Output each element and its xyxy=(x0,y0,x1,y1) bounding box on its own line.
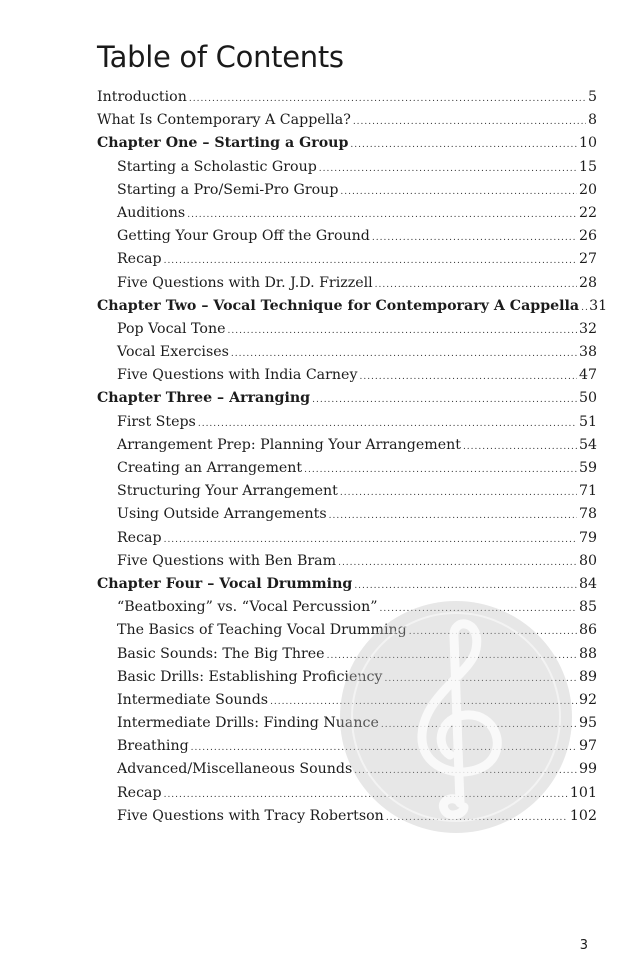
toc-entry xyxy=(97,712,597,735)
toc-entry-title: Chapter Four – Vocal Drumming xyxy=(97,575,353,592)
toc-entry xyxy=(97,619,597,642)
toc-entry-page-number: 10 xyxy=(578,135,597,152)
toc-entry-title: Recap xyxy=(117,784,162,801)
dot-leader xyxy=(198,413,577,436)
dot-leader xyxy=(381,714,577,737)
toc-entry-page-number: 99 xyxy=(578,761,597,778)
toc-entry-title: Recap xyxy=(117,251,162,268)
toc-chapter-entry xyxy=(97,573,597,596)
dot-leader xyxy=(379,598,576,621)
toc-entry xyxy=(97,434,597,457)
toc-entry xyxy=(97,782,597,805)
dot-leader xyxy=(164,529,577,552)
toc-entry xyxy=(97,364,597,387)
toc-entry-page-number: 32 xyxy=(578,320,597,337)
dot-leader xyxy=(327,645,577,668)
dot-leader xyxy=(354,575,577,598)
toc-entry-page-number: 54 xyxy=(578,436,597,453)
dot-leader xyxy=(375,274,577,297)
toc-entry-page-number: 20 xyxy=(578,181,597,198)
toc-entry-page-number: 85 xyxy=(578,599,597,616)
toc-entry-title: Basic Drills: Establishing Proficiency xyxy=(117,668,383,685)
toc-entry-page-number: 95 xyxy=(578,715,597,732)
toc-entry xyxy=(97,666,597,689)
dot-leader xyxy=(372,227,577,250)
toc-entry xyxy=(97,318,597,341)
dot-leader xyxy=(304,459,577,482)
toc-entry-page-number: 59 xyxy=(578,460,597,476)
toc-entry-title: Five Questions with Dr. J.D. Frizzell xyxy=(117,274,373,291)
toc-chapter-entry xyxy=(97,295,608,318)
toc-entry-title: Chapter Three – Arranging xyxy=(97,390,311,407)
toc-entry xyxy=(97,550,597,573)
toc-entry-title: Pop Vocal Tone xyxy=(117,320,226,337)
toc-entry-page-number: 26 xyxy=(578,228,597,245)
toc-entry-page-number: 28 xyxy=(578,274,597,291)
dot-leader xyxy=(231,343,577,366)
toc-entry-title: Five Questions with Tracy Robertson xyxy=(117,807,384,824)
dot-leader xyxy=(353,111,586,134)
toc-entry-page-number: 22 xyxy=(578,204,597,221)
toc-entry-page-number: 27 xyxy=(578,251,597,268)
dot-leader xyxy=(164,784,568,807)
dot-leader xyxy=(354,760,577,783)
dot-leader xyxy=(329,505,577,528)
toc-entry-page-number: 8 xyxy=(587,112,597,129)
toc-entry-page-number: 51 xyxy=(578,413,597,430)
toc-entry xyxy=(97,202,597,225)
toc-entry-title: Chapter Two – Vocal Technique for Contemporary A Cappella xyxy=(97,297,580,314)
toc-entry-title: Advanced/Miscellaneous Sounds xyxy=(117,761,353,778)
toc-entry xyxy=(97,735,597,758)
dot-leader xyxy=(187,204,577,227)
toc-entry-title: Breathing xyxy=(117,738,189,755)
toc-entry-title: Starting a Pro/Semi-Pro Group xyxy=(117,181,339,198)
dot-leader xyxy=(340,482,577,505)
toc-entry-title: Basic Sounds: The Big Three xyxy=(117,645,325,662)
table-of-contents xyxy=(97,86,608,828)
dot-leader xyxy=(463,436,577,459)
toc-entry xyxy=(97,272,597,295)
toc-entry-page-number: 97 xyxy=(578,738,597,755)
toc-entry-page-number: 50 xyxy=(578,390,597,407)
toc-entry-title: Five Questions with India Carney xyxy=(117,367,358,384)
toc-entry-page-number: 78 xyxy=(578,506,597,523)
dot-leader xyxy=(384,668,576,691)
toc-entry-title: Five Questions with Ben Bram xyxy=(117,552,337,569)
toc-chapter-entry xyxy=(97,132,597,155)
toc-entry-page-number: 101 xyxy=(569,784,597,801)
dot-leader xyxy=(350,134,577,157)
toc-entry-title: What Is Contemporary A Cappella? xyxy=(97,112,351,129)
toc-entry-title: Arrangement Prep: Planning Your Arrangement xyxy=(117,436,461,453)
toc-entry-title: Auditions xyxy=(117,204,186,221)
toc-entry xyxy=(97,643,597,666)
toc-entry-title: The Basics of Teaching Vocal Drumming xyxy=(117,622,407,639)
toc-entry-page-number: 31 xyxy=(589,297,608,314)
toc-entry xyxy=(97,248,597,271)
dot-leader xyxy=(338,552,577,575)
toc-entry xyxy=(97,503,597,526)
toc-chapter-entry xyxy=(97,387,597,410)
toc-entry-page-number: 5 xyxy=(587,89,597,105)
toc-entry-title: Intermediate Sounds xyxy=(117,691,269,708)
toc-entry xyxy=(97,480,597,503)
toc-entry-page-number: 79 xyxy=(578,529,597,546)
toc-entry xyxy=(97,86,597,109)
toc-entry-page-number: 88 xyxy=(578,645,597,662)
dot-leader xyxy=(340,181,577,204)
toc-entry-page-number: 47 xyxy=(578,367,597,384)
toc-entry-page-number: 84 xyxy=(578,575,597,592)
dot-leader xyxy=(312,389,577,412)
toc-entry xyxy=(97,179,597,202)
toc-entry-page-number: 71 xyxy=(578,483,597,500)
page-title: Table of Contents xyxy=(97,40,344,74)
toc-entry-page-number: 80 xyxy=(578,552,597,569)
toc-entry-page-number: 89 xyxy=(578,668,597,685)
toc-entry-page-number: 92 xyxy=(578,691,597,708)
toc-entry-title: “Beatboxing” vs. “Vocal Percussion” xyxy=(117,599,378,616)
toc-entry-title: Getting Your Group Off the Ground xyxy=(117,228,370,245)
toc-entry xyxy=(97,805,597,828)
toc-entry xyxy=(97,596,597,619)
toc-entry-title: Introduction xyxy=(97,89,187,105)
dot-leader xyxy=(191,737,577,760)
toc-entry xyxy=(97,156,597,179)
toc-entry-title: Creating an Arrangement xyxy=(117,460,303,476)
toc-entry-page-number: 38 xyxy=(578,344,597,361)
toc-entry-title: Recap xyxy=(117,529,162,546)
toc-entry-title: Chapter One – Starting a Group xyxy=(97,135,349,152)
toc-entry-title: Vocal Exercises xyxy=(117,344,229,361)
dot-leader xyxy=(189,88,586,111)
dot-leader xyxy=(409,621,577,644)
toc-entry-page-number: 15 xyxy=(578,158,597,175)
toc-entry xyxy=(97,457,597,480)
toc-entry-page-number: 86 xyxy=(578,622,597,639)
toc-entry xyxy=(97,341,597,364)
dot-leader xyxy=(581,297,587,320)
toc-entry xyxy=(97,689,597,712)
toc-entry-title: Using Outside Arrangements xyxy=(117,506,327,523)
toc-entry-page-number: 102 xyxy=(569,807,597,824)
toc-entry-title: Starting a Scholastic Group xyxy=(117,158,317,175)
toc-entry xyxy=(97,225,597,248)
dot-leader xyxy=(359,366,576,389)
toc-entry xyxy=(97,758,597,781)
toc-entry-title: First Steps xyxy=(117,413,196,430)
toc-entry xyxy=(97,109,597,132)
page-number: 3 xyxy=(579,938,588,953)
dot-leader xyxy=(227,320,576,343)
toc-entry-title: Structuring Your Arrangement xyxy=(117,483,338,500)
dot-leader xyxy=(319,158,577,181)
dot-leader xyxy=(386,807,568,830)
dot-leader xyxy=(270,691,577,714)
toc-entry xyxy=(97,411,597,434)
dot-leader xyxy=(164,250,577,273)
toc-entry-title: Intermediate Drills: Finding Nuance xyxy=(117,715,379,732)
toc-entry xyxy=(97,527,597,550)
